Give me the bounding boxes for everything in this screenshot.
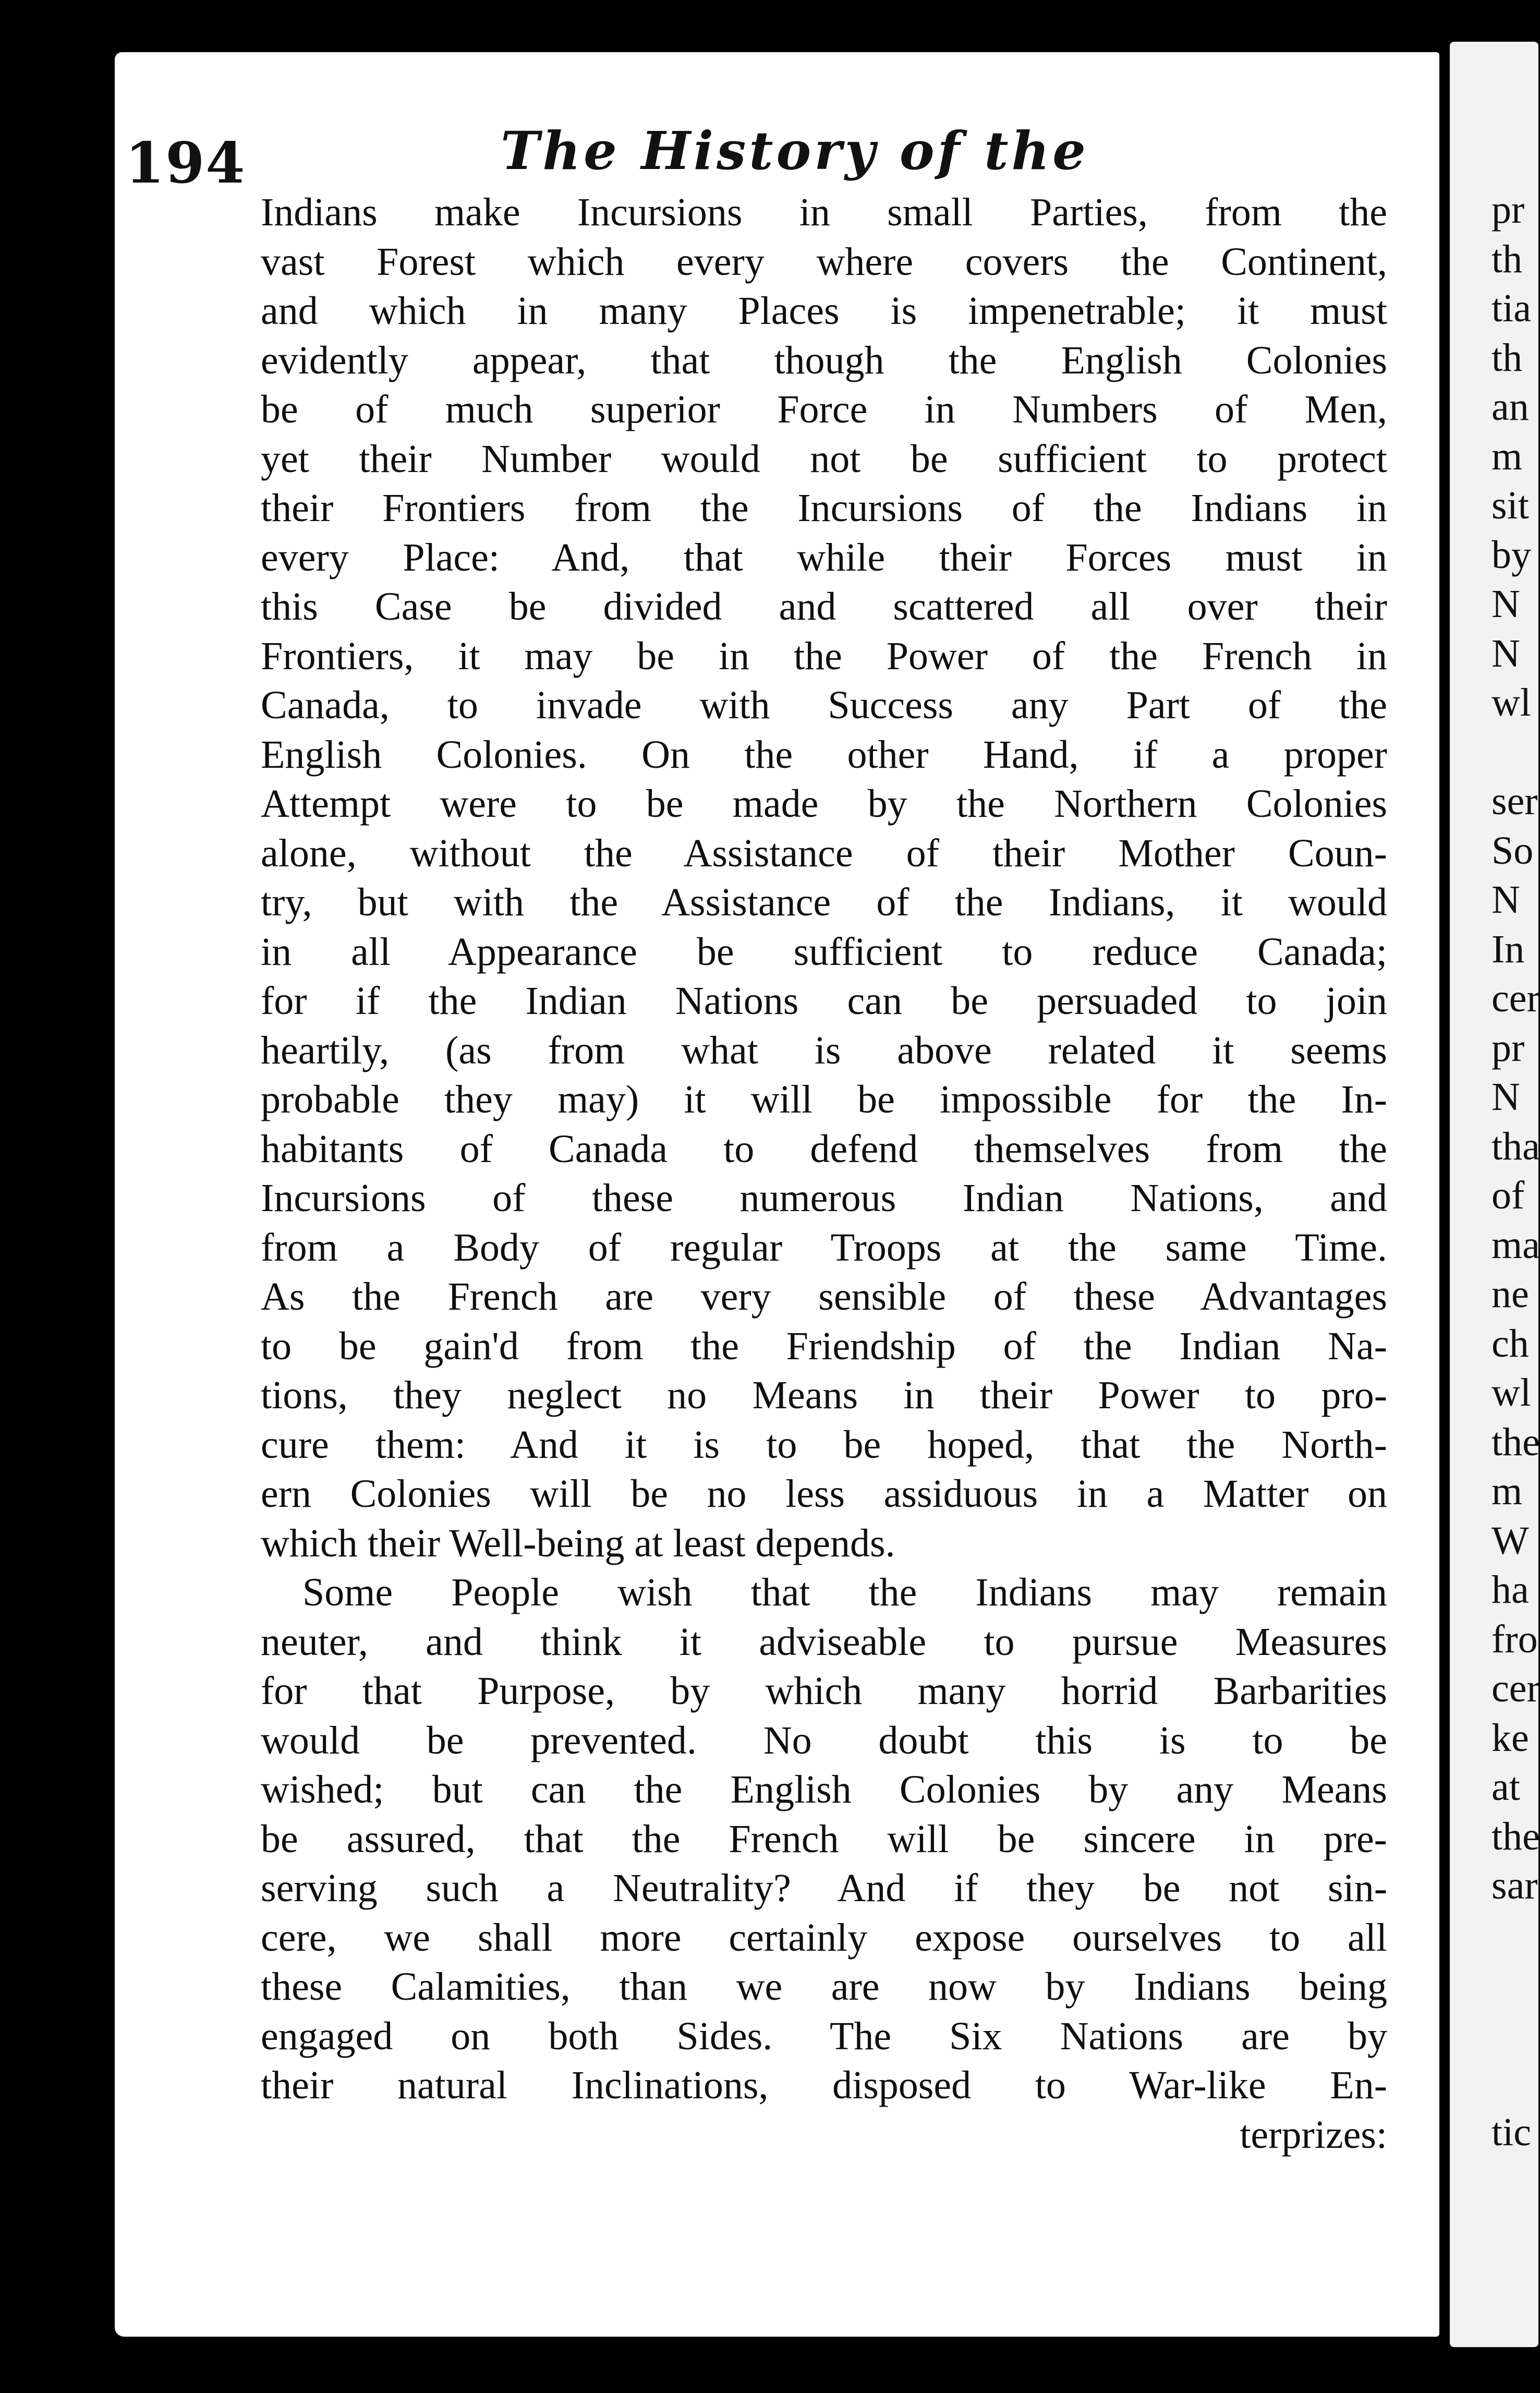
- text-line: Some People wish that the Indians may remain: [302, 1570, 1387, 1614]
- facing-fragment: [1492, 728, 1525, 777]
- facing-fragment: sit: [1492, 484, 1529, 527]
- facing-fragment: by: [1492, 533, 1531, 577]
- body-text: [261, 188, 1387, 2159]
- text-line: Incursions of these numerous Indian Nations, and: [261, 1176, 1387, 1220]
- facing-fragment: cer: [1492, 1666, 1540, 1710]
- facing-fragment: th: [1492, 237, 1523, 281]
- facing-fragment: cer: [1492, 976, 1540, 1020]
- facing-fragment: N: [1492, 878, 1520, 922]
- text-line: wished; but can the English Colonies by any Means: [261, 1768, 1387, 1811]
- facing-fragment: ha: [1492, 1568, 1529, 1612]
- facing-fragment: ma: [1492, 1223, 1540, 1267]
- text-line: this Case be divided and scattered all over their: [261, 585, 1387, 629]
- text-line: Canada, to invade with Success any Part of the: [261, 683, 1387, 727]
- facing-fragment: tia: [1492, 286, 1531, 330]
- facing-fragment: the: [1492, 1814, 1540, 1858]
- text-line: ern Colonies will be no less assiduous in a Matter on: [261, 1472, 1387, 1516]
- text-line: Frontiers, it may be in the Power of the French in: [261, 634, 1387, 678]
- facing-fragment: pr: [1492, 188, 1525, 232]
- text-line: serving such a Neutrality? And if they be not sin-: [261, 1866, 1387, 1910]
- facing-fragment: ke: [1492, 1715, 1529, 1760]
- text-line: Attempt were to be made by the Northern Colonies: [261, 782, 1387, 826]
- facing-fragment: N: [1492, 631, 1520, 675]
- text-line: cere, we shall more certainly expose ourselves to all: [261, 1915, 1387, 1960]
- facing-fragment: m: [1492, 434, 1523, 478]
- facing-fragment: at: [1492, 1765, 1520, 1809]
- facing-fragment: So: [1492, 828, 1534, 873]
- facing-fragment: an: [1492, 385, 1529, 429]
- text-line: which their Well-being at least depends.: [261, 1521, 895, 1565]
- text-line: from a Body of regular Troops at the same Time.: [261, 1225, 1387, 1270]
- facing-fragment: of: [1492, 1174, 1525, 1217]
- facing-fragment: wl: [1492, 681, 1531, 724]
- facing-fragment: [1492, 2009, 1525, 2059]
- facing-fragment: In: [1492, 927, 1525, 971]
- facing-fragment: tic: [1492, 2110, 1531, 2154]
- text-line: would be prevented. No doubt this is to be: [261, 1718, 1387, 1762]
- text-line: cure them: And it is to be hoped, that the North-: [261, 1422, 1387, 1467]
- text-line: habitants of Canada to defend themselves from the: [261, 1127, 1387, 1171]
- text-line: their Frontiers from the Incursions of the Indians in: [261, 486, 1387, 530]
- page-number: 194: [125, 130, 246, 196]
- text-line: be assured, that the French will be sincere in pre-: [261, 1817, 1387, 1861]
- facing-fragment: wl: [1492, 1371, 1531, 1415]
- text-line: for that Purpose, by which many horrid Barbarities: [261, 1669, 1387, 1713]
- facing-fragment: pr: [1492, 1025, 1525, 1070]
- facing-fragment: N: [1492, 582, 1520, 626]
- facing-fragment: tha: [1492, 1124, 1540, 1168]
- text-line: in all Appearance be sufficient to reduce Canada;: [261, 929, 1387, 974]
- text-line: alone, without the Assistance of their Mother Coun-: [261, 831, 1387, 875]
- facing-fragment: [1492, 2058, 1525, 2108]
- text-line: As the French are very sensible of these Advantages: [261, 1275, 1387, 1319]
- text-line: Indians make Incursions in small Parties, from the: [261, 190, 1387, 234]
- facing-fragment: [1492, 1911, 1525, 1960]
- facing-page-text: [1492, 185, 1540, 2157]
- text-line: these Calamities, than we are now by Indians being: [261, 1965, 1387, 2009]
- text-line: engaged on both Sides. The Six Nations are by: [261, 2014, 1387, 2058]
- text-line: vast Forest which every where covers the Continent,: [261, 239, 1387, 284]
- facing-fragment: ser: [1492, 779, 1538, 823]
- facing-fragment: fro: [1492, 1617, 1538, 1661]
- text-line: tions, they neglect no Means in their Power to pro-: [261, 1373, 1387, 1417]
- text-line: probable they may) it will be impossible for the In-: [261, 1078, 1387, 1121]
- text-line: heartily, (as from what is above related it seems: [261, 1028, 1387, 1072]
- facing-fragment: [1492, 1960, 1525, 2009]
- text-line: yet their Number would not be sufficient to protect: [261, 437, 1387, 481]
- text-line: English Colonies. On the other Hand, if a proper: [261, 732, 1387, 777]
- text-line: to be gain'd from the Friendship of the Indian Na-: [261, 1324, 1387, 1368]
- text-line: neuter, and think it adviseable to pursue Measures: [261, 1619, 1387, 1664]
- catchword: terprizes:: [1240, 2112, 1387, 2157]
- facing-fragment: W: [1492, 1518, 1529, 1563]
- facing-fragment: sar: [1492, 1864, 1538, 1907]
- facing-fragment: the: [1492, 1420, 1540, 1464]
- facing-fragment: ch: [1492, 1321, 1529, 1365]
- facing-fragment: N: [1492, 1075, 1520, 1119]
- facing-fragment: ne: [1492, 1272, 1529, 1316]
- running-head: The History of the: [501, 120, 1089, 182]
- text-line: their natural Inclinations, disposed to War-like En-: [261, 2063, 1387, 2107]
- text-line: every Place: And, that while their Forces must in: [261, 535, 1387, 579]
- text-line: and which in many Places is impenetrable; it must: [261, 289, 1387, 333]
- facing-fragment: m: [1492, 1469, 1523, 1513]
- text-line: for if the Indian Nations can be persuaded to join: [261, 979, 1387, 1023]
- text-line: be of much superior Force in Numbers of Men,: [261, 388, 1387, 431]
- text-line: try, but with the Assistance of the Indians, it would: [261, 880, 1387, 924]
- text-line: evidently appear, that though the English Colonies: [261, 338, 1387, 382]
- facing-fragment: th: [1492, 335, 1523, 380]
